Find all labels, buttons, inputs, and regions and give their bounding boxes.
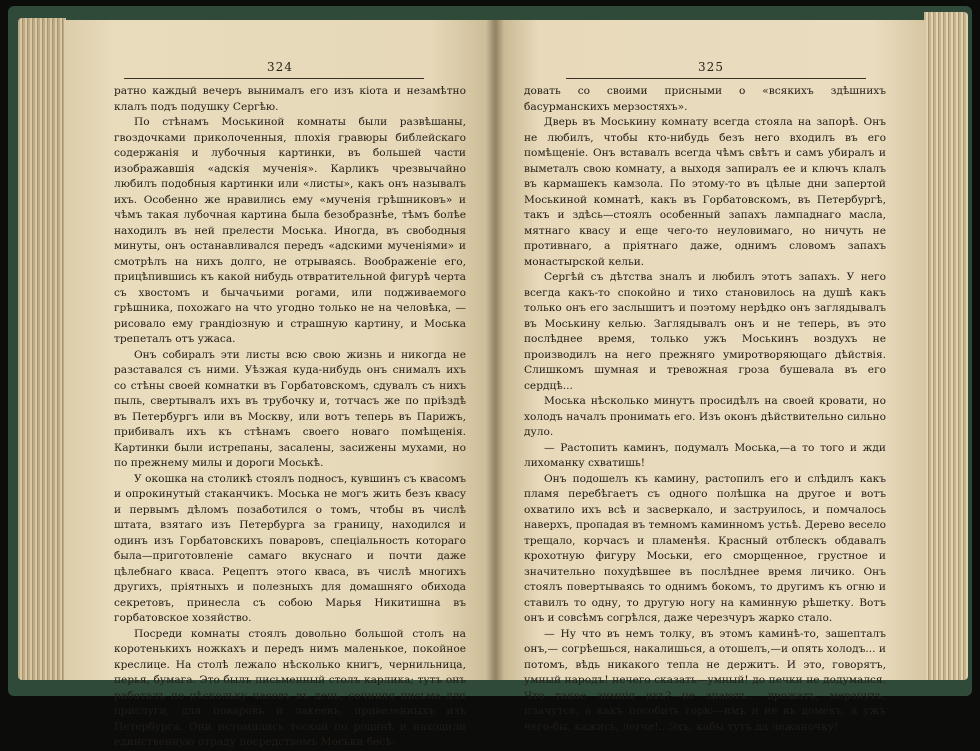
paragraph: Посреди комнаты стоялъ довольно большой столъ на коротенькихъ ножкахъ и передъ нимъ маленькое, покойное креслице. На столѣ лежало нѣсколько книгъ, чернильница, перья, бумага. Это былъ письменный столъ карлика; тутъ онъ работалъ по нѣскольку часовъ въ день, сочиняя письма для прислуги, для поваровъ и лакеевъ, привезенныхъ изъ Петербурга. Они истомились тоской по родинѣ и находили единственную отраду посредствомъ Моськи бесѣ- (114, 627, 466, 748)
paragraph: Онъ подошелъ къ камину, растопилъ его и слѣдилъ какъ пламя перебѣгаетъ съ одного полѣшка на другое и вотъ охватило ихъ всѣ и засверкало, и заструилось, и помчалось наверхъ, пропадая въ темномъ каминномъ устьѣ. Дерево весело трещало, корчасъ и пламенѣя. Красный отблескъ обдавалъ крохотную фигуру Моськи, его сморщенное, грустное и значительно похудѣвшее въ послѣднее время личико. Онъ стоялъ повертываясь то однимъ бокомъ, то другимъ къ огню и ставилъ то одну, то другую ногу на каминную рѣшетку. Вотъ онъ и совсѣмъ согрѣлся, даже черезчуръ жарко стало. (524, 472, 886, 624)
paragraph: У окошка на столикѣ стоялъ подносъ, кувшинъ съ квасомъ и опрокинутый стаканчикъ. Моська не могъ жить безъ квасу и первымъ дѣломъ позаботился о томъ, чтобы въ числѣ штата, взятаго изъ Петербурга за границу, находился и одинъ изъ Горбатовскихъ поваровъ, спеціальность котораго была—приготовленіе самаго вкуснаго и почти даже цѣлебнаго кваса. Рецептъ этого кваса, въ числѣ многихъ другихъ, пріятныхъ и полезныхъ для домашняго обихода секретовъ, принесла съ собою Марья Никитишна въ горбатовское хозяйство. (114, 472, 466, 624)
paragraph: — Ну что въ немъ толку, въ этомъ каминѣ-то, зашепталъ онъ,— согрѣешься, накалишься, а отошелъ,—и опять холодъ... и потомъ, вѣдь никакого тепла не держитъ. И это, говорятъ, умный народъ! нечего сказать—умный! до печки не додумался. Что такое зимнія ихъ?—не знаютъ... дрожатъ, мерзнутъ, плачутся, а какъ пособить горю—имъ и не въ домекъ, а ужъ чего-бы, кажись, легче!.. Эхъ, кабы тутъ да лежаночку! (524, 627, 886, 733)
paragraph: Моська нѣсколько минутъ просидѣлъ на своей кровати, но холодъ началъ пронимать его. Изъ оконъ дѣйствительно сильно дуло. (524, 395, 886, 438)
header-rule-left (124, 78, 424, 79)
paragraph: Онъ собиралъ эти листы всю свою жизнь и никогда не разставался съ ними. Уѣзжая куда-нибудь онъ снималъ ихъ со стѣны своей комнатки въ Горбатовскомъ, сдувалъ съ нихъ пыль, свертывалъ ихъ въ трубочку и, тотчасъ же по пріѣздѣ въ Петербургъ или въ Москву, или вотъ теперь въ Парижъ, прибивалъ ихъ къ стѣнамъ своего новаго помѣщенія. Картинки были истрепаны, засалены, засижены мухами, но по прежнему милы и дороги Моськѣ. (114, 348, 466, 469)
page-edges-right (924, 12, 968, 680)
right-page-text (524, 84, 886, 735)
paragraph: — Растопить каминъ, подумалъ Моська,—а то того и жди лихоманку схватишь! (524, 441, 886, 469)
left-page-text (114, 84, 466, 751)
book-gutter (486, 20, 504, 680)
page-edges-left (18, 18, 66, 680)
left-page (64, 20, 496, 748)
paragraph: Сергѣй съ дѣтства зналъ и любилъ этотъ запахъ. У него всегда какъ-то спокойно и тихо становилось на душѣ какъ только онъ его заслышитъ и поэтому нерѣдко онъ заглядывалъ въ Моськину келью. Заглядывалъ онъ и не теперь, въ это послѣднее время, только ужъ Моськинъ воздухъ не производилъ на него прежняго умиротворяющаго дѣйствія. Слишкомъ шумная и тревожная гроза бушевала въ его сердцѣ... (524, 271, 886, 392)
right-page (496, 20, 926, 733)
page-number-left: 324 (267, 60, 293, 74)
page-number-right: 325 (698, 60, 724, 74)
paragraph: ратно каждый вечеръ вынималъ его изъ кіота и незамѣтно клалъ подъ подушку Сергѣю. (114, 85, 466, 113)
paragraph: Дверь въ Моськину комнату всегда стояла на запорѣ. Онъ не любилъ, чтобы кто-нибудь безъ него входилъ въ его помѣщеніе. Онъ вставалъ всегда чѣмъ свѣтъ и самъ убиралъ и выметалъ свою комнату, а выходя запиралъ ее и ключъ клалъ въ кармашекъ камзола. По этому-то въ цѣлые дни запертой Моськиной комнатѣ, какъ въ Горбатовскомъ, въ Петербургѣ, такъ и здѣсь—стоялъ особенный запахъ лампаднаго масла, мятнаго квасу и еще чего-то неуловимаго, но ничуть не противнаго, а пріятнаго даже, однимъ словомъ запахъ монастырской кельи. (524, 116, 886, 268)
paragraph: довать со своими присными о «всякихъ здѣшнихъ басурманскихъ мерзостяхъ». (524, 85, 886, 113)
header-rule-right (566, 78, 866, 79)
paragraph: По стѣнамъ Моськиной комнаты были развѣшаны, гвоздочками приколоченныя, плохія гравюры библейскаго содержанія и лубочныя картинки, въ большей части изображавшія «адскія мученія». Карликъ чрезвычайно любилъ подобныя картинки или «листы», какъ онъ называлъ ихъ. Особенно же нравились ему «мученія грѣшниковъ» и чѣмъ такая лубочная картина была безобразнѣе, тѣмъ болѣе находилъ въ ней прелести Моська. Иногда, въ свободныя минуты, онъ останавливался передъ «адскими мученіями» и смотрѣлъ на нихъ долго, не отрываясь. Воображеніе его, прицѣпившись къ какой нибудь отвратительной фигурѣ черта съ хвостомъ и бычачьими рогами, или подживаемого грѣшника, похожаго на что угодно только не на человѣка, — рисовало ему грандіозную и страшную картину, и Моська трепеталъ отъ ужаса. (114, 116, 466, 345)
